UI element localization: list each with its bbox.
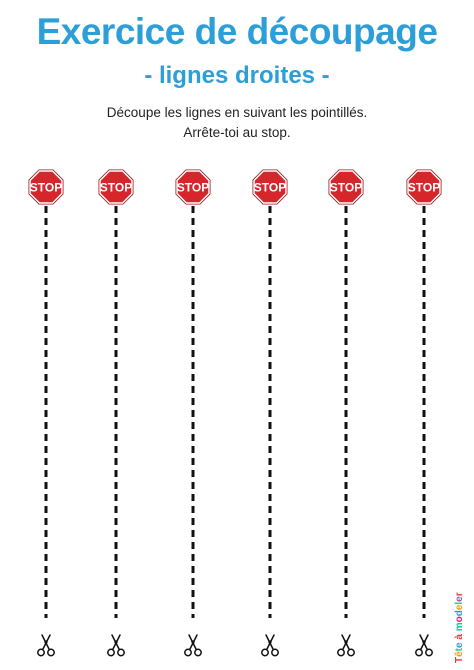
- stop-label: STOP: [176, 180, 210, 195]
- instruction-line-2: Arrête-toi au stop.: [183, 125, 291, 140]
- cut-line-5: [329, 170, 363, 656]
- scissors-icon: [262, 635, 278, 656]
- scissors-icon: [338, 635, 354, 656]
- stop-sign-icon: [407, 170, 441, 204]
- stop-label: STOP: [29, 180, 63, 195]
- stop-sign-icon: [176, 170, 210, 204]
- cut-line-2: [99, 170, 133, 656]
- stop-sign-icon: [329, 170, 363, 204]
- stop-label: STOP: [407, 180, 441, 195]
- stop-sign-icon: [253, 170, 287, 204]
- instruction-line-1: Découpe les lignes en suivant les pointillés.: [106, 105, 368, 120]
- brand-logo: [452, 555, 466, 665]
- stop-label: STOP: [99, 180, 133, 195]
- scissors-icon: [185, 635, 201, 656]
- scissors-icon: [38, 635, 54, 656]
- brand-label: Tête à modeler: [454, 592, 465, 663]
- cut-line-6: [407, 170, 441, 656]
- stop-label: STOP: [253, 180, 287, 195]
- cut-line-3: [176, 170, 210, 656]
- page-title: Exercice de découpage: [36, 11, 438, 52]
- stop-sign-icon: [99, 170, 133, 204]
- stop-label: STOP: [329, 180, 363, 195]
- scissors-icon: [416, 635, 432, 656]
- scissors-icon: [108, 635, 124, 656]
- stop-sign-icon: [29, 170, 63, 204]
- cut-line-4: [253, 170, 287, 656]
- page-subtitle: - lignes droites -: [144, 62, 330, 89]
- cut-line-1: [29, 170, 63, 656]
